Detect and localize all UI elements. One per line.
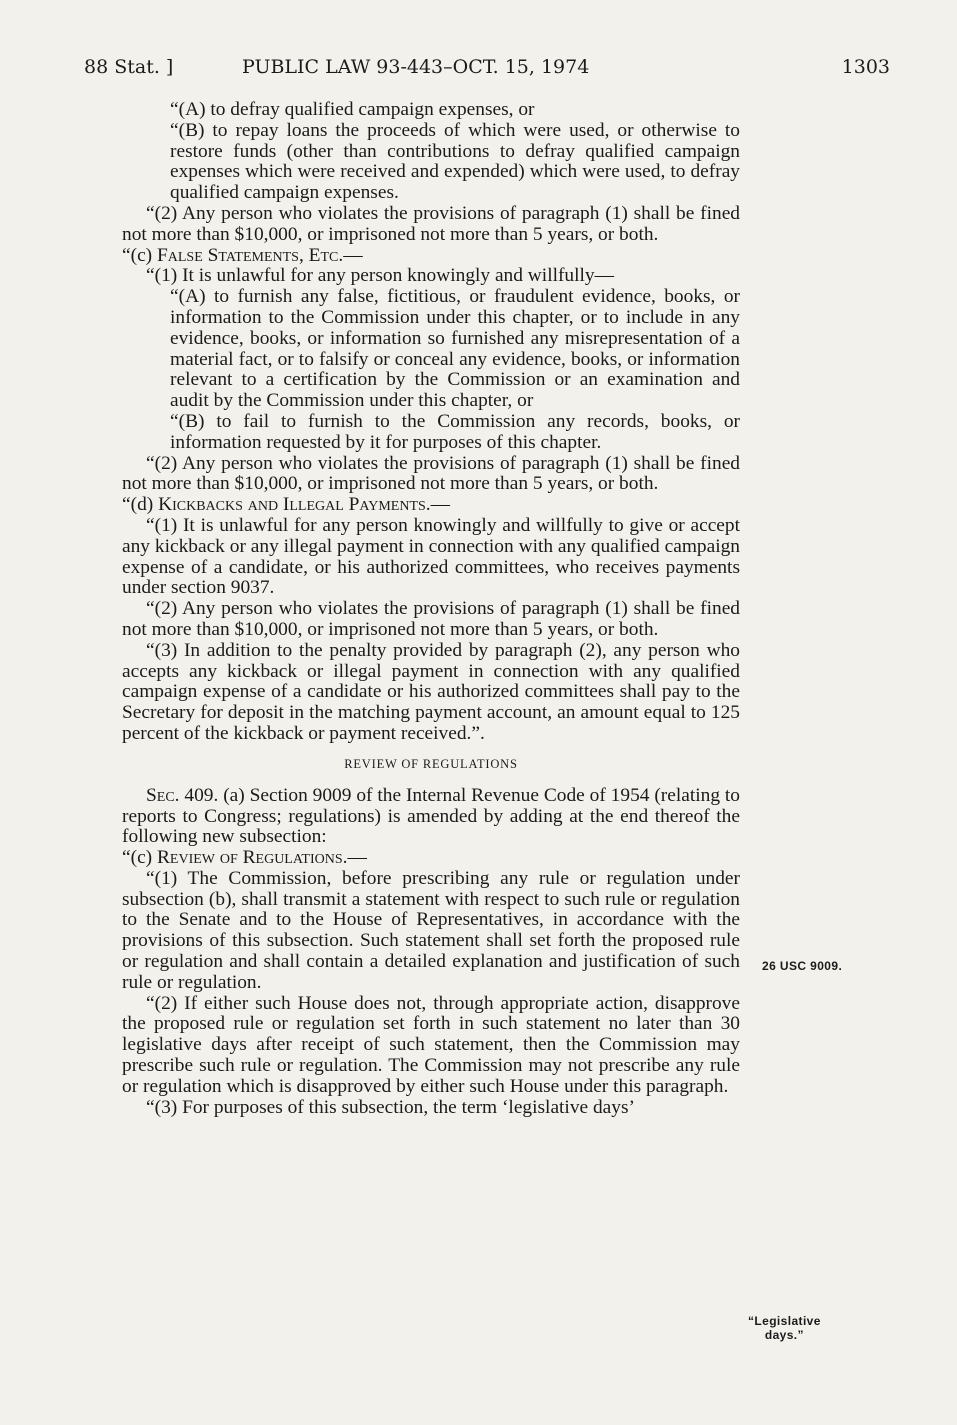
page-body (122, 100, 740, 1118)
paragraph-d1: “(1) It is unlawful for any person knowingly and willfully to give or accept any kickback or any illegal payment in connection with any qualified campaign expense of a candidate, or his authorized committees, who receives payments under section 9037. (122, 514, 740, 599)
margin-note-line-2: days.” (764, 1328, 804, 1342)
paragraph-b1-b: “(B) to repay loans the proceeds of which were used, or otherwise to restore funds (other than contributions to defray qualified campaign expenses which were received and expended) which were used, to defray qualified campaign expenses. (170, 119, 740, 204)
section-heading: REVIEW OF REGULATIONS (344, 756, 518, 771)
margin-note-legislative-days (748, 1314, 821, 1342)
subsection-d-heading (122, 495, 740, 516)
paragraph-c1: “(1) It is unlawful for any person knowingly and willfully— (146, 265, 614, 287)
margin-note-line-1: “Legislative (748, 1314, 821, 1328)
paragraph-review-3: “(3) For purposes of this subsection, the term ‘legislative days’ (146, 1096, 635, 1118)
page-number: 1303 (841, 56, 890, 78)
subsection-c-prefix: “(c) (122, 244, 157, 266)
review-heading-prefix: “(c) (122, 847, 157, 869)
paragraph-c1-a: “(A) to furnish any false, fictitious, or fraudulent evidence, books, or information to the Commission under this chapter, or to include in any evidence, books, or information so furnished any misrepresentation of a material fact, or to falsify or conceal any evidence, books, or information relevant to a certification by the Commission or an examination and audit by the Commission under this chapter, or (170, 286, 740, 412)
paragraph-d3: “(3) In addition to the penalty provided by paragraph (2), any person who accepts any kickback or illegal payment in connection with any qualified campaign expense of a candidate or his authorized committees shall pay to the Secretary for deposit in the matching payment account, an amount equal to 125 percent of the kickback or payment received.”. (122, 639, 740, 744)
subsection-d-title: Kickbacks and Illegal Payments.— (158, 494, 451, 516)
running-title: PUBLIC LAW 93-443–OCT. 15, 1974 (242, 56, 590, 78)
subsection-review-heading (122, 848, 740, 869)
paragraph-review-2: “(2) If either such House does not, through appropriate action, disapprove the proposed rule or regulation set forth in such statement no later than 30 legislative days after receipt of such statement, then the Commission may prescribe such rule or regulation. The Commission may not prescribe any rule or regulation which is disapproved by either such House under this paragraph. (122, 992, 740, 1097)
section-409-text: (a) Section 9009 of the Internal Revenue Code of 1954 (relating to reports to Congress; regulations) is amended by adding at the end thereof the following new subsection: (122, 784, 740, 848)
statute-reference: 88 Stat. ] (84, 56, 174, 78)
subsection-c-title: False Statements, Etc.— (156, 244, 363, 266)
paragraph-c2: “(2) Any person who violates the provisions of paragraph (1) shall be fined not more than $10,000, or imprisoned not more than 5 years, or both. (122, 452, 740, 495)
subsection-c-heading (122, 246, 740, 267)
section-409-label: Sec. 409. (146, 784, 219, 806)
paragraph-c1-b: “(B) to fail to furnish to the Commission any records, books, or information requested by it for purposes of this chapter. (170, 410, 740, 453)
page-header (84, 52, 890, 82)
review-heading-title: Review of Regulations.— (156, 847, 367, 869)
paragraph-b1-a: “(A) to defray qualified campaign expenses, or (170, 99, 535, 120)
subsection-d-prefix: “(d) (122, 494, 159, 516)
paragraph-review-1: “(1) The Commission, before prescribing any rule or regulation under subsection (b), shall transmit a statement with respect to such rule or regulation to the Senate and to the House of Representatives, in accordance with the provisions of this subsection. Such statement shall set forth the proposed rule or regulation and shall contain a detailed explanation and justification of such rule or regulation. (122, 867, 740, 993)
margin-note-usc: 26 USC 9009. (762, 959, 843, 973)
paragraph-b2: “(2) Any person who violates the provisions of paragraph (1) shall be fined not more than $10,000, or imprisoned not more than 5 years, or both. (122, 202, 740, 245)
paragraph-d2: “(2) Any person who violates the provisions of paragraph (1) shall be fined not more than $10,000, or imprisoned not more than 5 years, or both. (122, 598, 740, 640)
section-409-paragraph (122, 786, 740, 848)
